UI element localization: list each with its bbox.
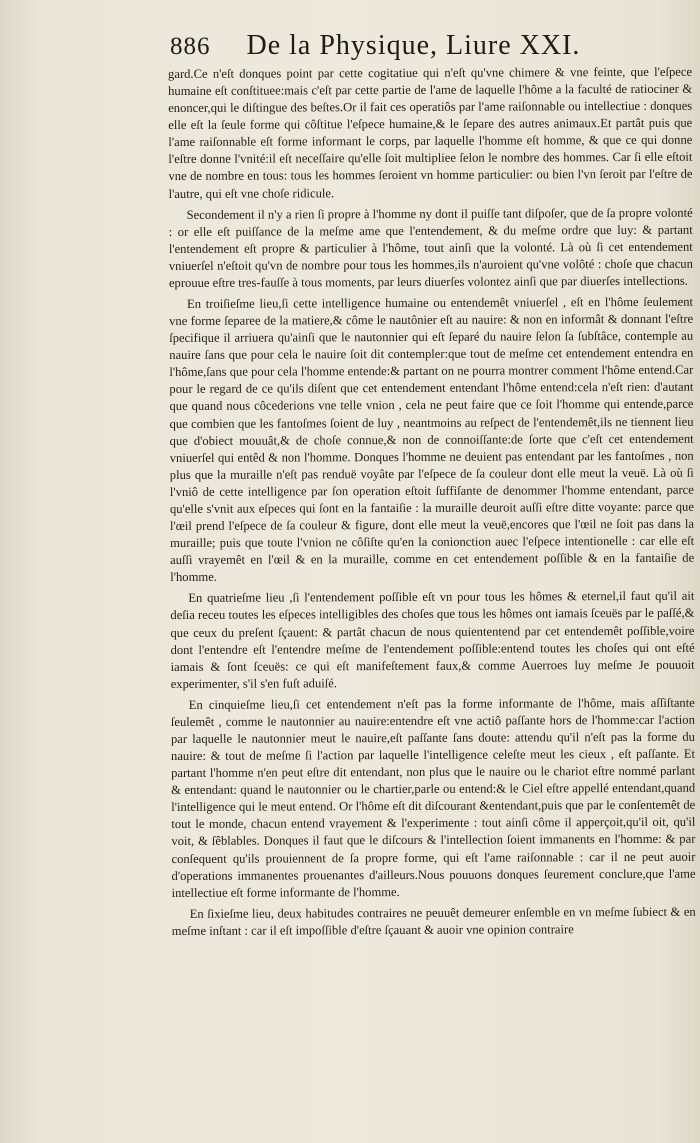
paragraph-3: En troiſieſme lieu,ſi cette intelligence humaine ou entendemêt vniuerſel , eſt en l'hôme ſeulement vne forme ſeparee de la matiere,& côme le nautônier eſt au nauire: & non en informât & donnant l'eſtre ſpecifique il arriuera qu'ainſi que le nautonnier qui eſt ſeparé du nauire ſelon ſa ſubſtâce, contemple au nauire ſans que pour cela le nauire ſoit dit contempler:que tout de meſme cet entendement entendra en l'hôme,ſans que pour cela l'homme entende:& partant on ne pourra montrer comment l'hôme entend.Car pour le regard de ce qu'ils diſent que cet entendement entendant l'hôme entend:cela n'eſt rien: d'autant que quand nous côcederions vne telle vnion , cela ne peut faire que ce ſoit l'homme qui entende,parce que combien que les fantoſmes ſoient de luy , neantmoins au reſpect de l'entendemêt,ils ne tiennent lieu que d'obiect mouuât,& de choſe connue,& non de connoiſſante:de ſorte que c'eſt cet entendement vniuerſel qui entêd & non l'homme. Donques l'homme ne deuient pas entendant par les fantoſmes , non plus que la muraille n'eſt pas renduë voyâte par l'eſpece de ſa couleur dont elle meut la veuë. Là où ſi l'vniô de cette intelligence par ſon operation eſtoit ſuffiſante de denommer l'homme entendant, parce qu'elle s'vnit aux eſpeces qui ſont en la fantaiſie : la muraille deuroit auſſi eſtre ditte voyante: parce que l'œil prend l'eſpece de ſa couleur & figure, dont elle meut la veuë,encores que l'œil ne ſoit pas dans la muraille; puis que toute l'vnion ne côſiſte qu'en la conionction auec l'eſpece intentionelle : car elle eſt auſſi vrayemêt en l'œil & en la muraille, comme en cet entendement poſſible & en la fantaiſie de l'homme.	[169, 294, 695, 585]
paragraph-6: En ſixieſme lieu, deux habitudes contraires ne peuuêt demeurer enſemble en vn meſme ſubiect & en meſme inſtant : car il eſt impoſſible d'eſtre ſçauant & auoir vne opinion contraire	[171, 904, 696, 938]
running-title: De la Physique, Liure XXI.	[246, 30, 581, 61]
body-text	[168, 64, 696, 940]
page-number: 886	[170, 33, 211, 60]
paragraph-5: En cinquieſme lieu,ſi cet entendement n'eſt pas la forme informante de l'hôme, mais aſſiſtante ſeulemêt , comme le nautonnier au nauire:entendre eſt vne actiô paſſante hors de l'homme:car l'action par laquelle le nautonnier meut le nauire,eſt paſſante ſans doute: attendu qu'il n'eſt pas la forme du nauire: & tout de meſme ſi l'action par laquelle l'intelligence celeſte meut les cieux , eſt paſſante. Et partant l'homme n'en peut eſtre dit entendant, non plus que le nauire ou le chariot eſtre nommé parlant & entendant: quand le nautonnier ou le chartier,parle ou entend:& le Ciel eſtre appellé entendant,quand l'intelligence qui le meut entend. Or l'hôme eſt dit diſcourant &entendant,puis que par le conſentemêt de tout le monde, chacun entend vrayement & l'experimente : tout ainſi côme il apperçoit,qu'il oit, qu'il voit, & ſêblables. Donques il faut que le diſcours & l'intellection ſoient immanents en l'homme: & par conſequent qu'ils prouiennent de ſa propre forme, qui eſt l'ame raiſonnable : car il ne peut auoir d'operations immanentes prouenantes d'ailleurs.Nous pouuons donques ſeurement conclure,que l'ame intellectiue eſt forme informante de l'homme.	[170, 695, 696, 900]
paragraph-1: gard.Ce n'eſt donques point par cette cogitatiue qui n'eſt qu'vne chimere & vne feinte, que l'eſpece humaine eſt conſtituee:mais c'eſt par cette partie de l'ame de laquelle l'hôme a la faculté de ratiociner & enoncer,qui le diſtingue des beſtes.Or il fait ces operatiôs par l'ame raiſonnable ou intellectiue : donques elle eſt la ſeule forme qui côſtitue l'eſpece humaine,& le ſepare des autres animaux.Et partât puis que l'ame raiſonnable eſt forme informant le corps, par laquelle l'homme eſt homme, & que ce qui donne l'eſtre donne l'vnité:il eſt neceſſaire qu'elle ſoit multipliee ſelon le nombre des hommes. Car ſi elle eſtoit vne de nombre en tous: tous les hommes ſeroient vn homme particulier: ou bien l'vn ſeroit par l'eſtre de l'autre, qui eſt vne choſe ridicule.	[168, 64, 693, 201]
paragraph-2: Secondement il n'y a rien ſi propre à l'homme ny dont il puiſſe tant diſpoſer, que de ſa propre volonté : or elle eſt puiſſance de la meſme ame que l'entendement, & du meſme ordre que luy: & partant l'entendement eſt propre & particulier à l'hôme, tout ainſi que la volonté. Là où ſi cet entendement vniuerſel n'eſtoit qu'vn de nombre pour tous les hommes,ils n'auroient qu'vne volôté : choſe que chacun eprouue eſtre tres-fauſſe à tous moments, par leurs diuerſes volontez ainſi que par diuerſes intellections.	[168, 205, 693, 290]
paragraph-4: En quatrieſme lieu ,ſi l'entendement poſſible eſt vn pour tous les hômes & eternel,il faut qu'il ait deſia receu toutes les eſpeces intelligibles des choſes que tous les hômes ont iamais ſceuës par le paſſé,& que ceux du preſent ſçauent: & partât chacun de nous quiententend par cet entendemêt poſſible,voire dont l'entendre eſt l'entendre meſme de l'entendement poſſible:entend toutes les choſes qui ont eſté iamais & ſont ſceuës: ce qui eſt manifeſtement faux,& comme Auerroes luy meſme Je pouuoit experimenter, s'il s'en fuſt aduiſé.	[170, 589, 695, 691]
